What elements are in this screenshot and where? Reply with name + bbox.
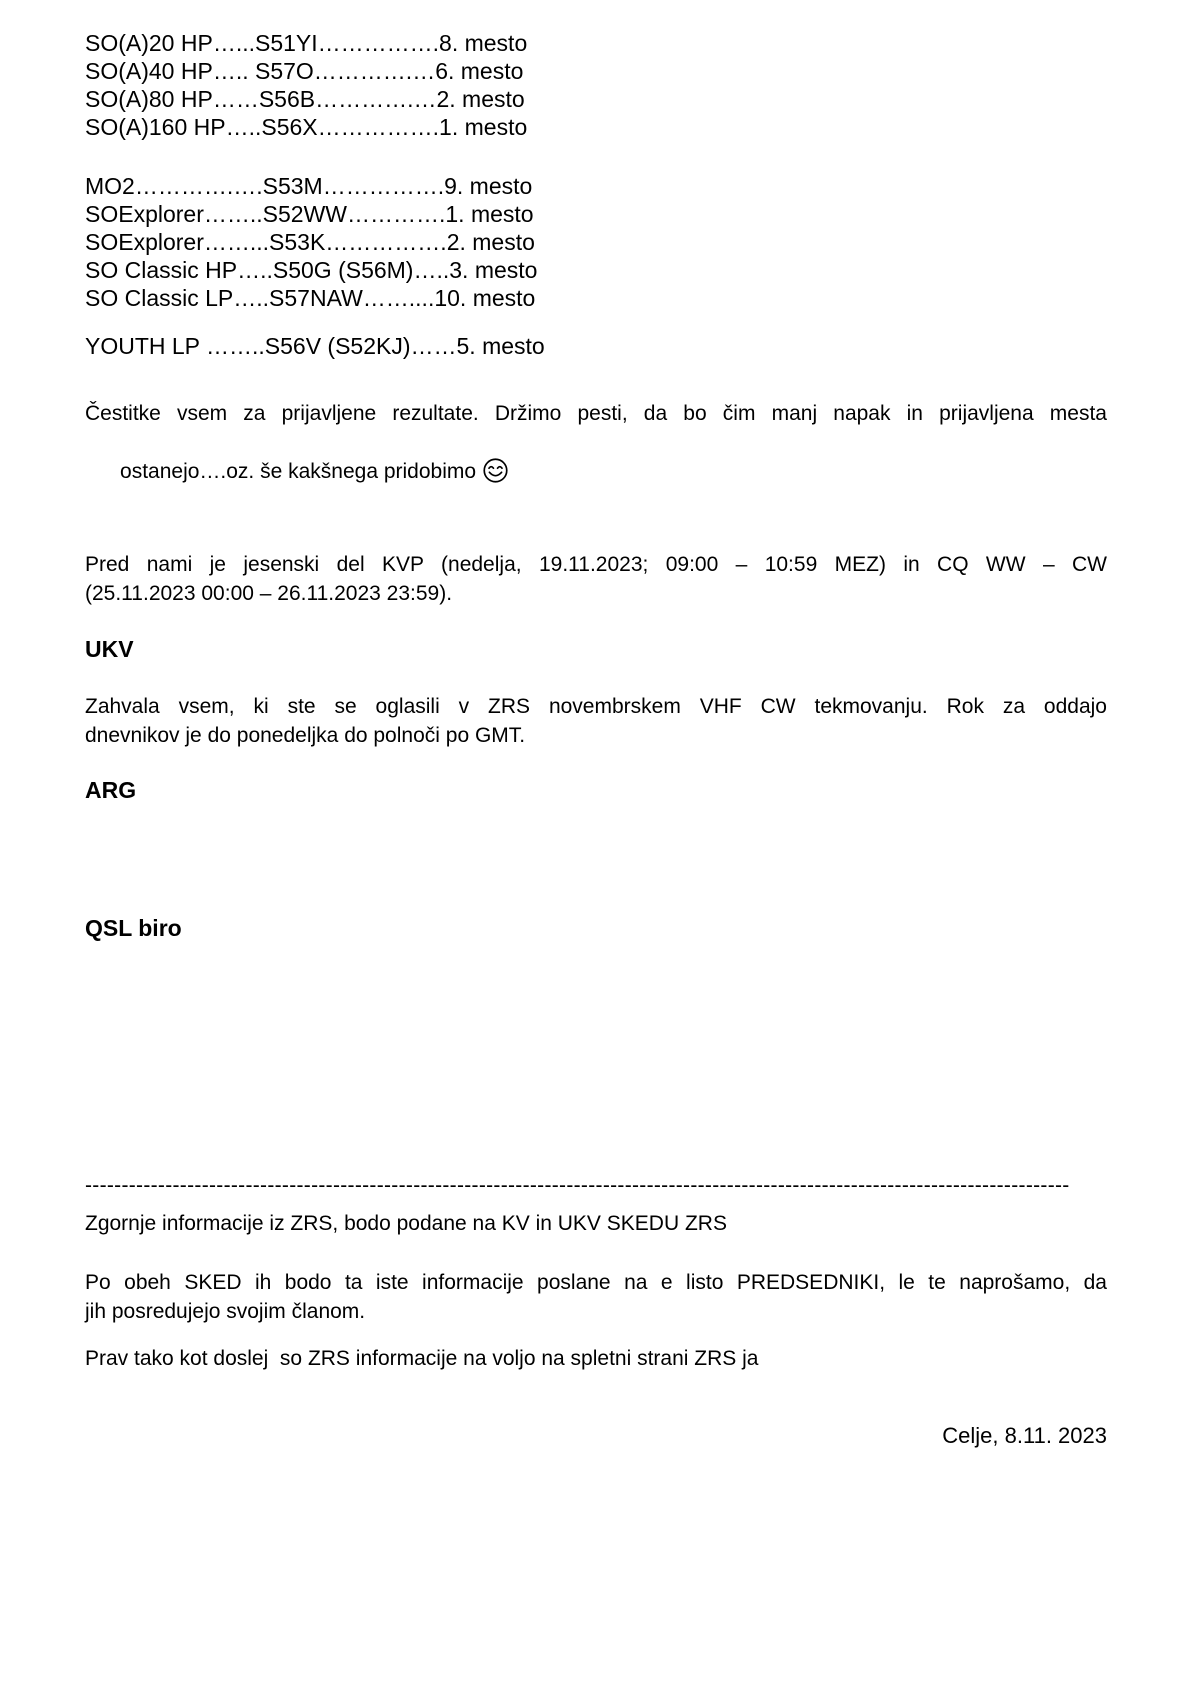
result-line: SO(A)160 HP…..S56X…………….1. mesto <box>85 114 528 140</box>
result-line: SOExplorer……..S52WW………….1. mesto <box>85 201 534 227</box>
info-sked-line: Zgornje informacije iz ZRS, bodo podane na KV in UKV SKEDU ZRS <box>85 1212 727 1235</box>
result-line: MO2………….….S53M…………….9. mesto <box>85 173 533 199</box>
arg-heading: ARG <box>85 777 137 803</box>
result-line-youth: YOUTH LP ……..S56V (S52KJ)……5. mesto <box>85 333 545 359</box>
kv-results-soa-group <box>85 29 1107 141</box>
result-line: SO Classic HP…..S50G (S56M)…..3. mesto <box>85 257 538 283</box>
result-line: SO(A)80 HP……S56B………….…2. mesto <box>85 86 525 112</box>
ukv-paragraph-line-2: dnevnikov je do ponedeljka do polnoči po GMT. <box>85 724 526 747</box>
congrats-line-2 <box>85 428 1107 515</box>
smiley-icon <box>482 457 509 484</box>
ukv-paragraph <box>85 692 1107 750</box>
kv-results-other-group <box>85 172 1107 312</box>
info-presidents-line-2: jih posredujejo svojim članom. <box>85 1300 366 1323</box>
congrats-paragraph <box>85 399 1107 515</box>
upcoming-line-2: (25.11.2023 00:00 – 26.11.2023 23:59). <box>85 582 453 605</box>
congrats-line-2-text: ostanejo….oz. še kakšnega pridobimo <box>120 460 477 483</box>
dashed-separator: --------------------------------------------------------------------------------------------------------------------------------------- <box>85 1174 1070 1197</box>
result-line: SO(A)40 HP….. S57O………….…6. mesto <box>85 58 524 84</box>
info-presidents-line-1: Po obeh SKED ih bodo ta iste informacije poslane na e listo PREDSEDNIKI, le te naprošamo, da <box>85 1271 1107 1294</box>
upcoming-contests-paragraph <box>85 550 1107 608</box>
upcoming-line-1: Pred nami je jesenski del KVP (nedelja, 19.11.2023; 09:00 – 10:59 MEZ) in CQ WW – CW <box>85 553 1107 576</box>
congrats-line-1: Čestitke vsem za prijavljene rezultate. Držimo pesti, da bo čim manj napak in prijavljena mesta <box>85 402 1107 425</box>
qsl-biro-heading: QSL biro <box>85 915 182 941</box>
dateline: Celje, 8.11. 2023 <box>942 1423 1107 1448</box>
ukv-paragraph-line-1: Zahvala vsem, ki ste se oglasili v ZRS novembrskem VHF CW tekmovanju. Rok za oddajo <box>85 695 1107 718</box>
info-web-line: Prav tako kot doslej so ZRS informacije na voljo na spletni strani ZRS ja <box>85 1347 759 1370</box>
result-line: SO(A)20 HP…...S51YI…………….8. mesto <box>85 30 528 56</box>
result-line: SOExplorer……...S53K…………….2. mesto <box>85 229 535 255</box>
ukv-heading: UKV <box>85 636 134 662</box>
result-line: SO Classic LP…..S57NAW……....10. mesto <box>85 285 536 311</box>
info-presidents-paragraph <box>85 1268 1107 1326</box>
